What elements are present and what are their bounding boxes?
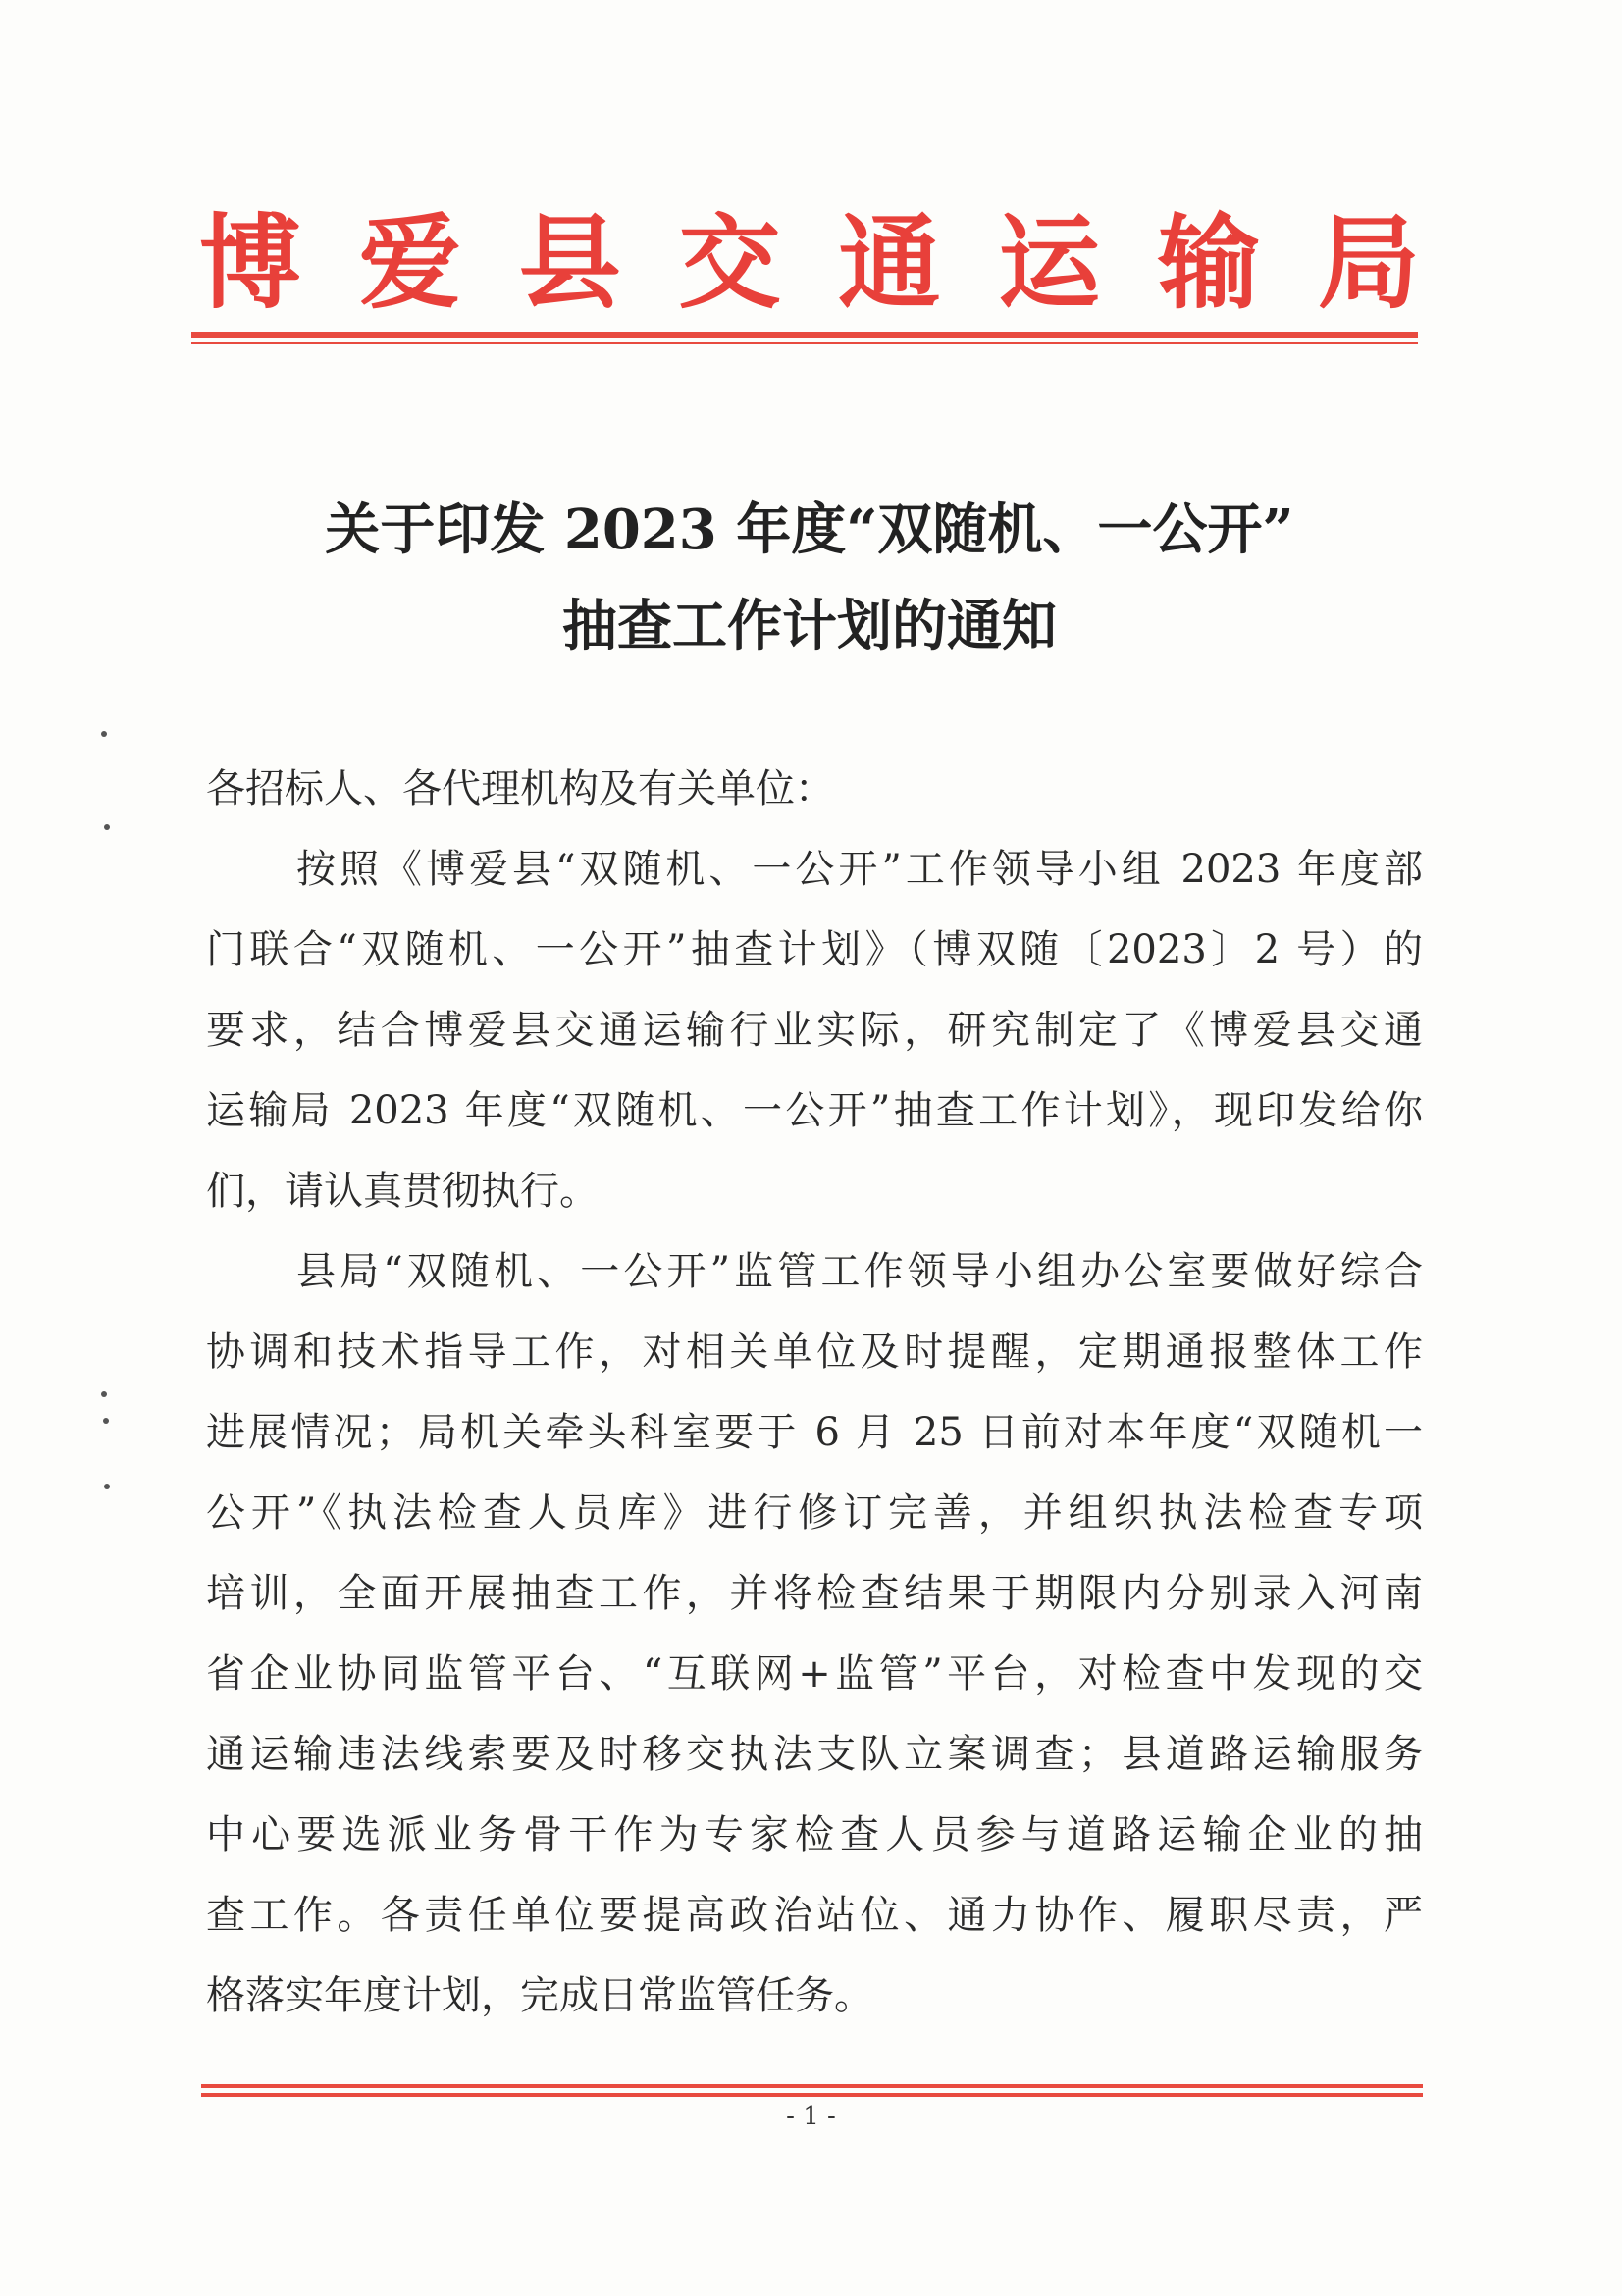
letterhead-char: 博 [198,202,301,323]
paragraph-2 [206,1231,1423,2036]
paragraph-line: 查工作。各责任单位要提高政治站位、通力协作、履职尽责，严 [206,1893,1423,1938]
scan-speck [101,1391,107,1397]
scan-speck [103,1418,109,1424]
paragraph-line: 培训，全面开展抽查工作，并将检查结果于期限内分别录入河南 [206,1571,1423,1616]
letterhead-char: 局 [1317,202,1420,323]
salutation: 各招标人、各代理机构及有关单位： [206,766,834,811]
paragraph-1 [206,829,1423,1231]
scan-speck [101,731,107,737]
paragraph-line: 运输局 2023 年度“双随机、一公开”抽查工作计划》，现印发给你 [206,1088,1423,1133]
paragraph-line: 中心要选派业务骨干作为专家检查人员参与道路运输企业的抽 [206,1812,1423,1857]
document-title-line-2: 抽查工作计划的通知 [562,594,1057,658]
paragraph-line: 县局“双随机、一公开”监管工作领导小组办公室要做好综合 [296,1249,1423,1294]
letterhead-divider-thick [191,332,1418,338]
paragraph-line: 们，请认真贯彻执行。 [206,1169,599,1214]
letterhead-char: 通 [838,202,941,323]
scan-speck [104,1484,110,1489]
letterhead-char: 县 [518,202,621,323]
document-title-line-1: 关于印发 2023 年度“双随机、一公开” [325,497,1294,562]
paragraph-line: 要求，结合博爱县交通运输行业实际，研究制定了《博爱县交通 [206,1008,1423,1053]
letterhead-char: 爱 [358,202,461,323]
paragraph-line: 省企业协同监管平台、“互联网+监管”平台，对检查中发现的交 [206,1651,1423,1696]
letterhead-char: 交 [678,202,781,323]
paragraph-line: 进展情况；局机关牵头科室要于 6 月 25 日前对本年度“双随机一 [206,1410,1423,1455]
page-number: - 1 - [786,2102,836,2131]
footer-divider-thin [201,2093,1423,2097]
footer-divider-thick [201,2084,1423,2088]
paragraph-line: 门联合“双随机、一公开”抽查计划》（博双随〔2023〕2 号）的 [206,927,1423,972]
paragraph-line: 通运输违法线索要及时移交执法支队立案调查；县道路运输服务 [206,1732,1423,1777]
paragraph-line: 格落实年度计划，完成日常监管任务。 [206,1973,873,2018]
letterhead-divider-thin [191,342,1418,344]
paragraph-line: 按照《博爱县“双随机、一公开”工作领导小组 2023 年度部 [296,847,1423,892]
letterhead-char: 运 [998,202,1101,323]
scan-speck [104,824,110,830]
letterhead-org-name [191,204,1428,322]
paragraph-line: 协调和技术指导工作，对相关单位及时提醒，定期通报整体工作 [206,1330,1423,1375]
paragraph-line: 公开”《执法检查人员库》进行修订完善，并组织执法检查专项 [206,1490,1423,1536]
letterhead-char: 输 [1158,202,1261,323]
